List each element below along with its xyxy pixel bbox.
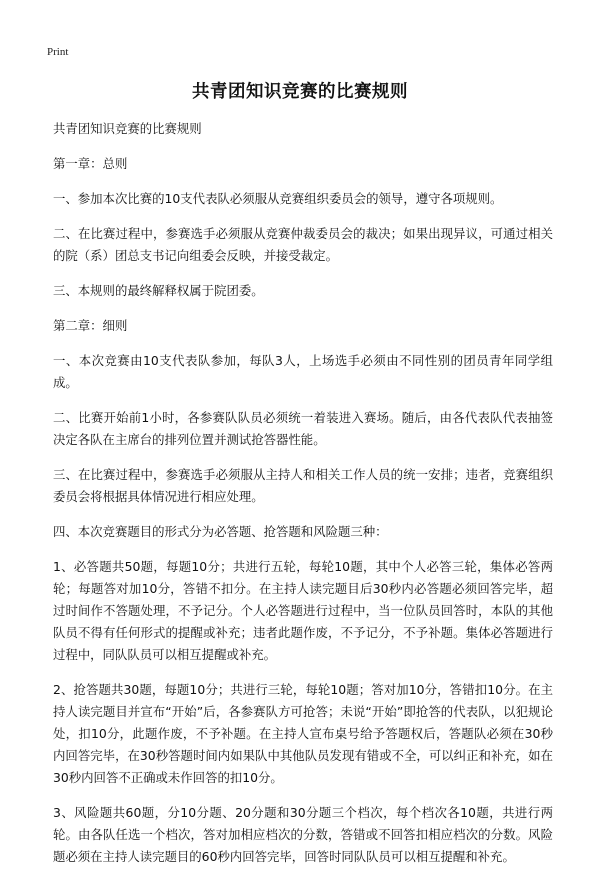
chapter-heading: 第二章：细则 <box>53 318 128 333</box>
rule-paragraph: 四、本次竞赛题目的形式分为必答题、抢答题和风险题三种： <box>53 524 388 539</box>
doc-subtitle: 共青团知识竞赛的比赛规则 <box>53 121 202 136</box>
rule-paragraph: 一、本次竞赛由10支代表队参加，每队3人，上场选手必须由不同性别的团员青年同学组成。 <box>53 353 553 390</box>
rule-paragraph: 2、抢答题共30题，每题10分；共进行三轮，每轮10题；答对加10分，答错扣10分。在主持人读完题目并宣布“开始”后，各参赛队方可抢答；未说“开始”即抢答的代表队，以犯规论处，扣10分，此题作废，不予补题。在主持人宣布桌号给予答题权后，答题队必须在30秒内回答完毕，在30秒答题时间内如果队中其他队员发现有错或不全，可以纠正和补充，如在30秒内回答不正确或未作回答的扣10分。 <box>53 682 553 785</box>
print-label[interactable]: Print <box>47 46 69 58</box>
rule-paragraph: 三、本规则的最终解释权属于院团委。 <box>53 283 264 298</box>
rules-body <box>53 118 553 881</box>
rule-paragraph: 二、比赛开始前1小时，各参赛队队员必须统一着装进入赛场。随后，由各代表队代表抽签决定各队在主席台的排列位置并测试抢答器性能。 <box>53 410 553 447</box>
rule-paragraph: 3、风险题共60题，分10分题、20分题和30分题三个档次，每个档次各10题，共进行两轮。由各队任选一个档次，答对加相应档次的分数，答错或不回答扣相应档次的分数。风险题必须在主持人读完题目的60秒内回答完毕，回答时同队队员可以相互提醒和补充。 <box>53 805 553 864</box>
rule-paragraph: 二、在比赛过程中，参赛选手必须服从竞赛仲裁委员会的裁决；如果出现异议，可通过相关的院（系）团总支书记向组委会反映，并接受裁定。 <box>53 226 553 263</box>
rule-paragraph: 一、参加本次比赛的10支代表队必须服从竞赛组织委员会的领导，遵守各项规则。 <box>53 191 503 206</box>
rule-paragraph: 1、必答题共50题，每题10分；共进行五轮，每轮10题，其中个人必答三轮，集体必答两轮；每题答对加10分，答错不扣分。在主持人读完题目后30秒内必答题必须回答完毕，超过时间作不答题处理，不予记分。个人必答题进行过程中，当一位队员回答时，本队的其他队员不得有任何形式的提醒或补充；违者此题作废，不予记分，不予补题。集体必答题进行过程中，同队队员可以相互提醒或补充。 <box>53 559 553 662</box>
rule-paragraph: 三、在比赛过程中，参赛选手必须服从主持人和相关工作人员的统一安排；违者，竞赛组织委员会将根据具体情况进行相应处理。 <box>53 467 553 504</box>
page-title: 共青团知识竞赛的比赛规则 <box>192 82 408 102</box>
chapter-heading: 第一章：总则 <box>53 156 128 171</box>
